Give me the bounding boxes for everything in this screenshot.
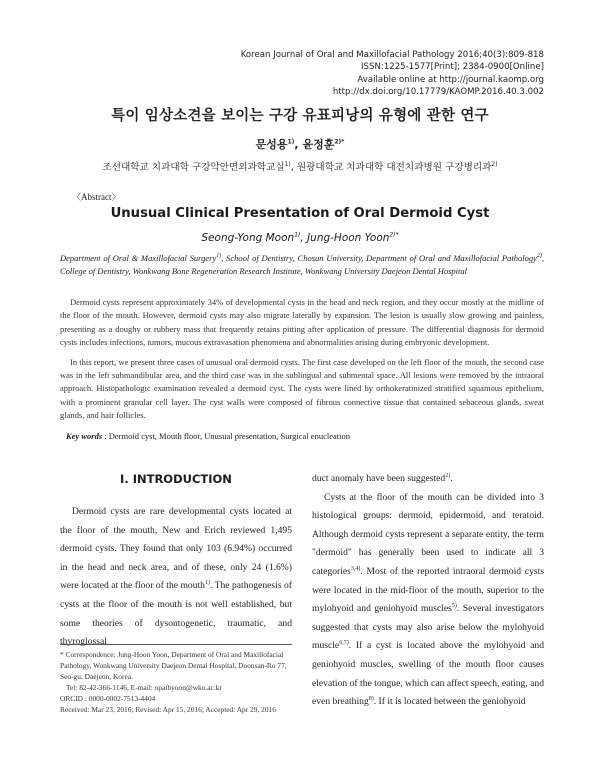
english-title: Unusual Clinical Presentation of Oral Dermoid Cyst — [110, 206, 490, 221]
author-name: Seong-Yong Moon — [201, 232, 295, 244]
author-affiliation-mark: 1) — [287, 138, 295, 146]
journal-url[interactable]: Available online at http://journal.kaomp.org — [357, 74, 544, 85]
body-text: . Most of the reported intraoral dermoid cysts were located in the mid-floor of the mouth, superior to the mylohyoid and geniohyoid muscles — [312, 565, 544, 615]
korean-affiliations — [0, 159, 600, 173]
body-paragraph — [312, 470, 544, 489]
department-text: , School of Dentistry, Chosun University, Department of Oral and Maxillofacial Pathology — [221, 253, 537, 263]
affiliation-mark: 2) — [491, 160, 498, 168]
doi-link[interactable]: http://dx.doi.org/10.17779/KAOMP.2016.40.3.002 — [332, 87, 544, 98]
body-text: duct anomaly have been suggested — [312, 473, 446, 484]
left-column — [60, 472, 292, 652]
affiliation-text: 원광대학교 치과대학 대전치과병원 구강병리과 — [296, 162, 492, 173]
submission-dates: Received: Mar 23, 2016; Revised: Apr 15, 2016; Accepted: Apr 29, 2016 — [60, 705, 276, 714]
english-authors — [0, 232, 600, 244]
keywords-list: Dermoid cyst, Mouth floor, Unusual presentation, Surgical enucleation — [108, 431, 350, 441]
contact-info: Tel: 82-42-366-1146, E-mail: opathyoon@wku.ac.kr — [66, 683, 222, 692]
author-affiliation-mark: 1) — [294, 231, 301, 239]
citation-mark[interactable]: 5) — [451, 602, 457, 609]
keywords-separator: : — [102, 431, 109, 441]
department-text: , College of Dentistry, Wonkwang Bone Regeneration Research Institute, Wonkwang University Daejeon Dental Hospital — [60, 253, 544, 276]
body-text: Dermoid cysts are rare developmental cysts located at the floor of the mouth, New and Erich reviewed 1,495 dermoid cysts. They found that only 103 (6.94%) occurred in the head and neck area, and of these, only 24 (1.6%) were located at the floor of the mouth — [60, 506, 292, 592]
author-affiliation-mark: 2)* — [334, 138, 345, 146]
affiliation-mark: 1) — [284, 160, 291, 168]
abstract-paragraph: Dermoid cysts represent approximately 34% of developmental cysts in the head and neck region, and they occur mostly at the midline of the floor of the mouth. However, dermoid cysts may also migrate laterally by expansion. The lesion is usually slow growing and painless, presenting as a doughy or rubbery mass that frequently retains pitting after application of pressure. The differential diagnosis for dermoid cysts includes infections, tumors, mucous extravasation phenomena and abnormalities arising during embryonic development. — [60, 297, 544, 348]
right-column — [312, 470, 544, 712]
journal-header — [164, 49, 544, 99]
abstract-body — [60, 296, 544, 429]
citation-mark[interactable]: 1) — [204, 580, 210, 587]
affiliation-separator: , — [290, 162, 297, 173]
body-text: . If a cyst is located above the mylohyoid and geniohyoid muscles, swelling of the mouth floor causes elevation of the tongue, which can affect speech, eating, and even breathing — [312, 640, 544, 708]
department-mark: 1) — [216, 253, 222, 260]
journal-citation: Korean Journal of Oral and Maxillofacial Pathology 2016;40(3):809-818 — [240, 50, 544, 60]
department-mark: 2) — [536, 253, 542, 260]
correspondence-note: * Correspondence: Jung-Hoon Yoon, Department of Oral and Maxillofacial Pathology, Wonkwang University Daejeon Dental Hospital, Doonsan-Ro 77, Seo-gu, Daejeon, Korea. — [60, 650, 287, 681]
body-text: . If it is located between the geniohyoid — [373, 696, 526, 708]
english-departments — [60, 252, 544, 278]
abstract-label: 〈Abstract〉 — [72, 192, 121, 202]
department-text: Department of Oral & Maxillofacial Surgery — [60, 253, 217, 263]
citation-mark[interactable]: 8) — [368, 695, 374, 702]
author-separator: , — [300, 232, 308, 244]
citation-mark[interactable]: 2) — [445, 472, 451, 479]
keywords — [66, 431, 350, 441]
author-separator: , — [294, 138, 303, 151]
citation-mark[interactable]: 3,4) — [350, 565, 361, 572]
orcid: ORCID : 0000-0002-7513-4404 — [60, 694, 156, 703]
korean-authors — [0, 136, 600, 152]
body-text: . Several investigators suggested that cysts may also arise below the mylohyoid muscle — [312, 603, 544, 652]
keywords-label: Key words — [66, 431, 103, 441]
author-name: 윤정훈 — [302, 138, 335, 151]
footnote — [60, 644, 292, 715]
body-text: Cysts at the floor of the mouth can be divided into 3 histological groups: dermoid, epidermoid, and teratoid. Although dermoid cysts represent a separate entity, the term "dermoid" has generally been used to indicate all 3 categories — [312, 491, 544, 577]
affiliation-text: 조선대학교 치과대학 구강악안면외과학교실 — [102, 162, 285, 173]
abstract-paragraph: In this report, we present three cases of unusual oral dermoid cysts. The first case developed on the left floor of the mouth, the second case was in the left submandibular area, and the third case was in the sublingual and submental space. All lesions were removed by the intraoral approach. Histopathologic examination revealed a dermoid cyst. The cysts were lined by orthokeratinized stratified squamous epithelium, with a prominent granular cell layer. The cyst walls were composed of fibrous connective tissue that contained sebaceous glands, sweat glands, and hair follicles. — [60, 356, 544, 421]
body-paragraph — [60, 503, 292, 652]
author-name: 문성용 — [255, 138, 288, 151]
korean-title: 특이 임상소견을 보이는 구강 유표피낭의 유형에 관한 연구 — [111, 108, 489, 124]
body-paragraph — [312, 489, 544, 712]
section-heading: Ⅰ. INTRODUCTION — [120, 472, 232, 486]
body-text: . The pathogenesis of cysts at the floor of the mouth is not well established, but some theories of dysontogenetic, traumatic, and thyroglossal — [60, 580, 292, 648]
author-name: Jung-Hoon Yoon — [307, 232, 390, 244]
citation-mark[interactable]: 6,7) — [339, 640, 349, 647]
journal-issn: ISSN:1225-1577[Print]; 2384-0900[Online] — [361, 62, 544, 73]
body-text: . — [450, 473, 453, 484]
author-affiliation-mark: 2)* — [389, 231, 399, 239]
